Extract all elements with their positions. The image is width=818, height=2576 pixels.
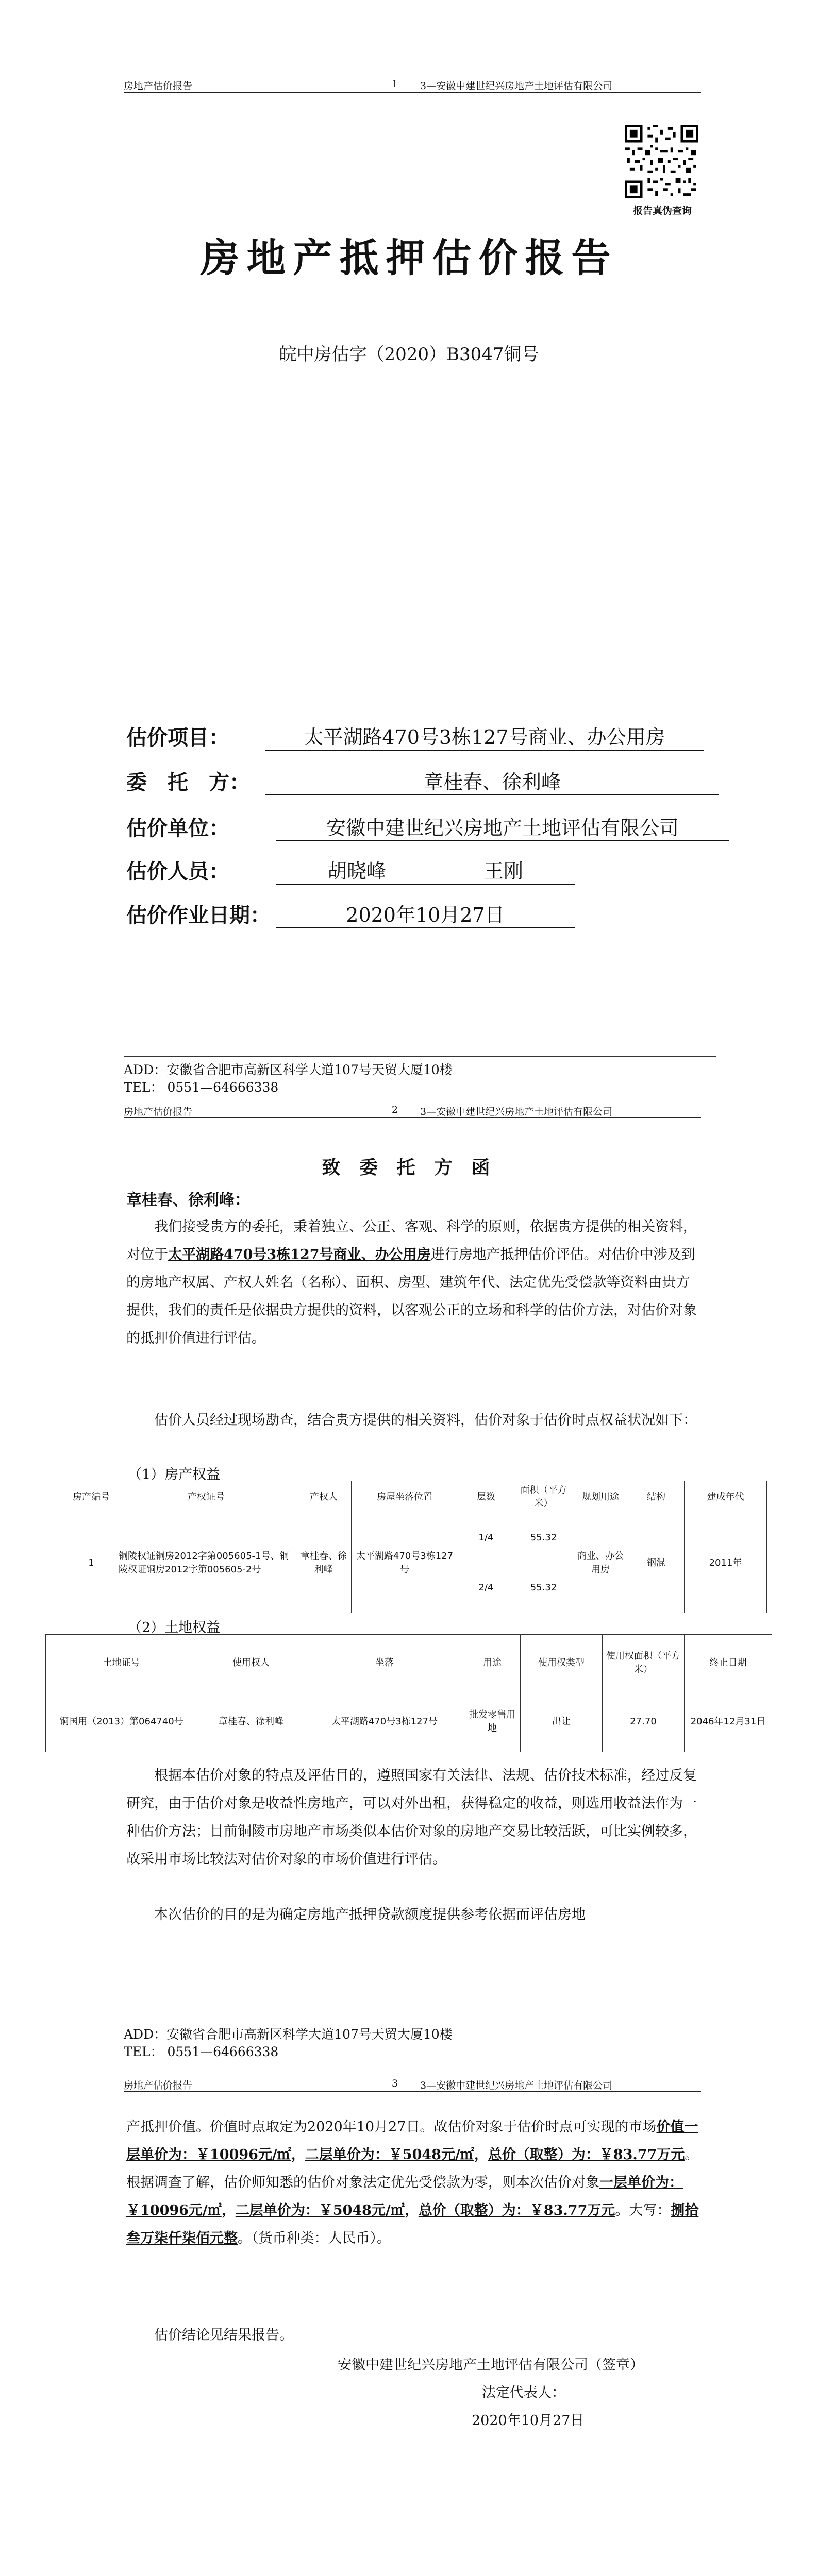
paragraph-5-text: 。大写：	[615, 2202, 671, 2218]
cell-house-no: 1	[66, 1513, 116, 1613]
house-rights-table	[66, 1481, 767, 1613]
letter-paragraph-6: 估价结论见结果报告。	[154, 2327, 293, 2343]
page-header	[124, 2078, 701, 2093]
cell-house-location: 太平湖路470号3栋127号	[352, 1513, 458, 1613]
header-rule	[124, 2091, 701, 2092]
cover-label-date: 估价作业日期：	[126, 903, 271, 927]
header-right: 3—安徽中建世纪兴房地产土地评估有限公司	[420, 80, 613, 92]
table-header: 坐落	[305, 1635, 464, 1691]
mortgage-total-price: 总价（取整）为：￥83.77万元	[418, 2202, 615, 2218]
cell-house-structure: 钢混	[628, 1513, 685, 1613]
cover-label-client: 委 托 方：	[126, 770, 250, 794]
header-page-number: 3	[392, 2078, 398, 2089]
table-header: 产权证号	[116, 1481, 296, 1513]
footer-address: ADD：安徽省合肥市高新区科学大道107号天贸大厦10楼	[124, 2027, 453, 2042]
cell-land-location: 太平湖路470号3栋127号	[305, 1691, 464, 1752]
letter-paragraph-5	[126, 2113, 704, 2252]
footer-rule	[124, 1056, 716, 1057]
table-header: 使用权面积（平方米）	[603, 1635, 685, 1691]
footer-address: ADD：安徽省合肥市高新区科学大道107号天贸大厦10楼	[124, 1062, 453, 1077]
paragraph-5-punct: ，	[291, 2147, 305, 2163]
page-header	[124, 1104, 701, 1120]
letter-title: 致 委 托 方 函	[322, 1157, 496, 1178]
paragraph-5-punct: ，	[221, 2202, 236, 2218]
header-left: 房地产估价报告	[124, 80, 193, 92]
cell-house-year: 2011年	[685, 1513, 767, 1613]
report-title: 房地产抵押估价报告	[200, 235, 618, 281]
table-row	[66, 1513, 767, 1563]
page-footer	[124, 2026, 453, 2061]
header-rule	[124, 92, 701, 93]
letter-paragraph-1	[126, 1213, 704, 1352]
market-unit-price-floor-1: 价值一层单价为：￥10096元/㎡	[126, 2119, 698, 2163]
market-total-price: 总价（取整）为：￥83.77万元	[488, 2147, 685, 2163]
paragraph-5-punct: ，	[404, 2202, 419, 2218]
cover-value-client: 章桂春、徐利峰	[265, 766, 719, 795]
header-right: 3—安徽中建世纪兴房地产土地评估有限公司	[420, 1106, 613, 1117]
page-footer	[124, 1061, 453, 1096]
header-page-number: 1	[392, 78, 398, 90]
header-rule	[124, 1117, 701, 1118]
cover-value-date: 2020年10月27日	[276, 899, 575, 928]
table-header: 使用权人	[197, 1635, 305, 1691]
page-header	[124, 78, 701, 94]
header-left: 房地产估价报告	[124, 2080, 193, 2091]
signature-representative: 法定代表人：	[482, 2385, 565, 2401]
signature-company: 安徽中建世纪兴房地产土地评估有限公司（签章）	[338, 2357, 644, 2373]
cell-land-cert: 铜国用（2013）第064740号	[46, 1691, 197, 1752]
table-header: 产权人	[296, 1481, 352, 1513]
table-header: 用途	[464, 1635, 521, 1691]
table-header: 规划用途	[573, 1481, 628, 1513]
cover-label-appraiser: 估价单位：	[126, 816, 229, 840]
property-address: 太平湖路470号3栋127号商业、办公用房	[168, 1247, 431, 1263]
letter-salutation: 章桂春、徐利峰：	[126, 1191, 250, 1209]
cell-land-use: 批发零售用地	[464, 1691, 521, 1752]
table-header: 房屋坐落位置	[352, 1481, 458, 1513]
paragraph-5-text: 。根据调查了解，估价师知悉的估价对象法定优先受偿款为零，则本次估价对象	[126, 2147, 699, 2191]
cell-floor-1: 1/4	[458, 1513, 514, 1563]
header-right: 3—安徽中建世纪兴房地产土地评估有限公司	[420, 2080, 613, 2091]
cover-value-staff: 胡晓峰 王刚	[276, 855, 575, 885]
header-left: 房地产估价报告	[124, 1106, 193, 1117]
cover-value-project: 太平湖路470号3栋127号商业、办公用房	[265, 721, 704, 751]
market-unit-price-floor-2: 二层单价为：￥5048元/㎡	[305, 2147, 474, 2163]
mortgage-unit-price-floor-2: 二层单价为：￥5048元/㎡	[235, 2202, 405, 2218]
cell-land-type: 出让	[521, 1691, 603, 1752]
letter-paragraph-4: 本次估价的目的是为确定房地产抵押贷款额度提供参考依据而评估房地	[154, 1907, 586, 1923]
land-rights-table	[45, 1634, 772, 1752]
cell-house-use: 商业、办公用房	[573, 1513, 628, 1613]
letter-paragraph-2: 估价人员经过现场勘查，结合贵方提供的相关资料，估价对象于估价时点权益状况如下：	[154, 1412, 697, 1428]
cover-value-appraiser: 安徽中建世纪兴房地产土地评估有限公司	[276, 812, 729, 841]
cell-area-2: 55.32	[514, 1563, 573, 1613]
mortgage-unit-price-floor-1: 一层单价为：￥10096元/㎡	[126, 2175, 683, 2218]
footer-tel: TEL： 0551—64666338	[124, 2044, 279, 2059]
cell-area-1: 55.32	[514, 1513, 573, 1563]
table-header: 层数	[458, 1481, 514, 1513]
letter-paragraph-3: 根据本估价对象的特点及评估目的，遵照国家有关法律、法规、估价技术标准，经过反复研究，由于估价对象是收益性房地产，可以对外出租，获得稳定的收益，则选用收益法作为一种估价方法；目前铜陵市房地产市场类似本估价对象的房地产交易比较活跃，可比实例较多，故采用市场比较法对估价对象的市场价值进行评估。	[126, 1768, 697, 1867]
header-page-number: 2	[392, 1104, 398, 1115]
table-header: 建成年代	[685, 1481, 767, 1513]
paragraph-1-text-c: 进行房地产抵押估价评估。对估价中涉及到的房地产权属、产权人姓名（名称）、面积、房型、建筑年代、法定优先受偿款等资料由贵方提供，我们的责任是依据贵方提供的资料，以客观公正的立场和科学的估价方法，对估价对象的抵押价值进行评估。	[126, 1247, 697, 1346]
qr-code-icon[interactable]	[625, 125, 698, 198]
table-header: 终止日期	[685, 1635, 772, 1691]
cell-house-cert: 铜陵权证铜房2012字第005605-1号、铜陵权证铜房2012字第005605-2号	[116, 1513, 296, 1613]
cover-label-staff: 估价人员：	[126, 859, 229, 884]
document-number: 皖中房估字（2020）B3047铜号	[279, 344, 539, 365]
paragraph-5-text: 产抵押价值。价值时点取定为2020年10月27日。故估价对象于估价时点可实现的市场	[126, 2119, 657, 2135]
cover-label-project: 估价项目：	[126, 725, 229, 750]
cell-land-holder: 章桂春、徐利峰	[197, 1691, 305, 1752]
cell-house-owner: 章桂春、徐利峰	[296, 1513, 352, 1613]
table-2-caption: （2）土地权益	[128, 1620, 221, 1636]
table-header: 土地证号	[46, 1635, 197, 1691]
table-1-caption: （1）房产权益	[128, 1467, 221, 1483]
cell-land-area: 27.70	[603, 1691, 685, 1752]
signature-date: 2020年10月27日	[472, 2413, 585, 2429]
table-header: 结构	[628, 1481, 685, 1513]
cell-land-end: 2046年12月31日	[685, 1691, 772, 1752]
cell-floor-2: 2/4	[458, 1563, 514, 1613]
paragraph-1-text-a: 我们接受贵方的委托，秉着独立、公正、客观、科学的原则，依据贵方提供的相关资料，对位于	[126, 1219, 697, 1263]
table-header: 房产编号	[66, 1481, 116, 1513]
paragraph-5-punct: ，	[474, 2147, 488, 2163]
table-row	[46, 1691, 772, 1752]
total-price-in-words: 捌拾叁万柒仟柒佰元整	[126, 2202, 699, 2246]
table-header: 使用权类型	[521, 1635, 603, 1691]
paragraph-5-text: 。（货币种类：人民币）。	[238, 2230, 391, 2246]
table-header: 面积（平方米）	[514, 1481, 573, 1513]
qr-caption: 报告真伪查询	[632, 205, 692, 216]
footer-tel: TEL： 0551—64666338	[124, 1080, 279, 1095]
